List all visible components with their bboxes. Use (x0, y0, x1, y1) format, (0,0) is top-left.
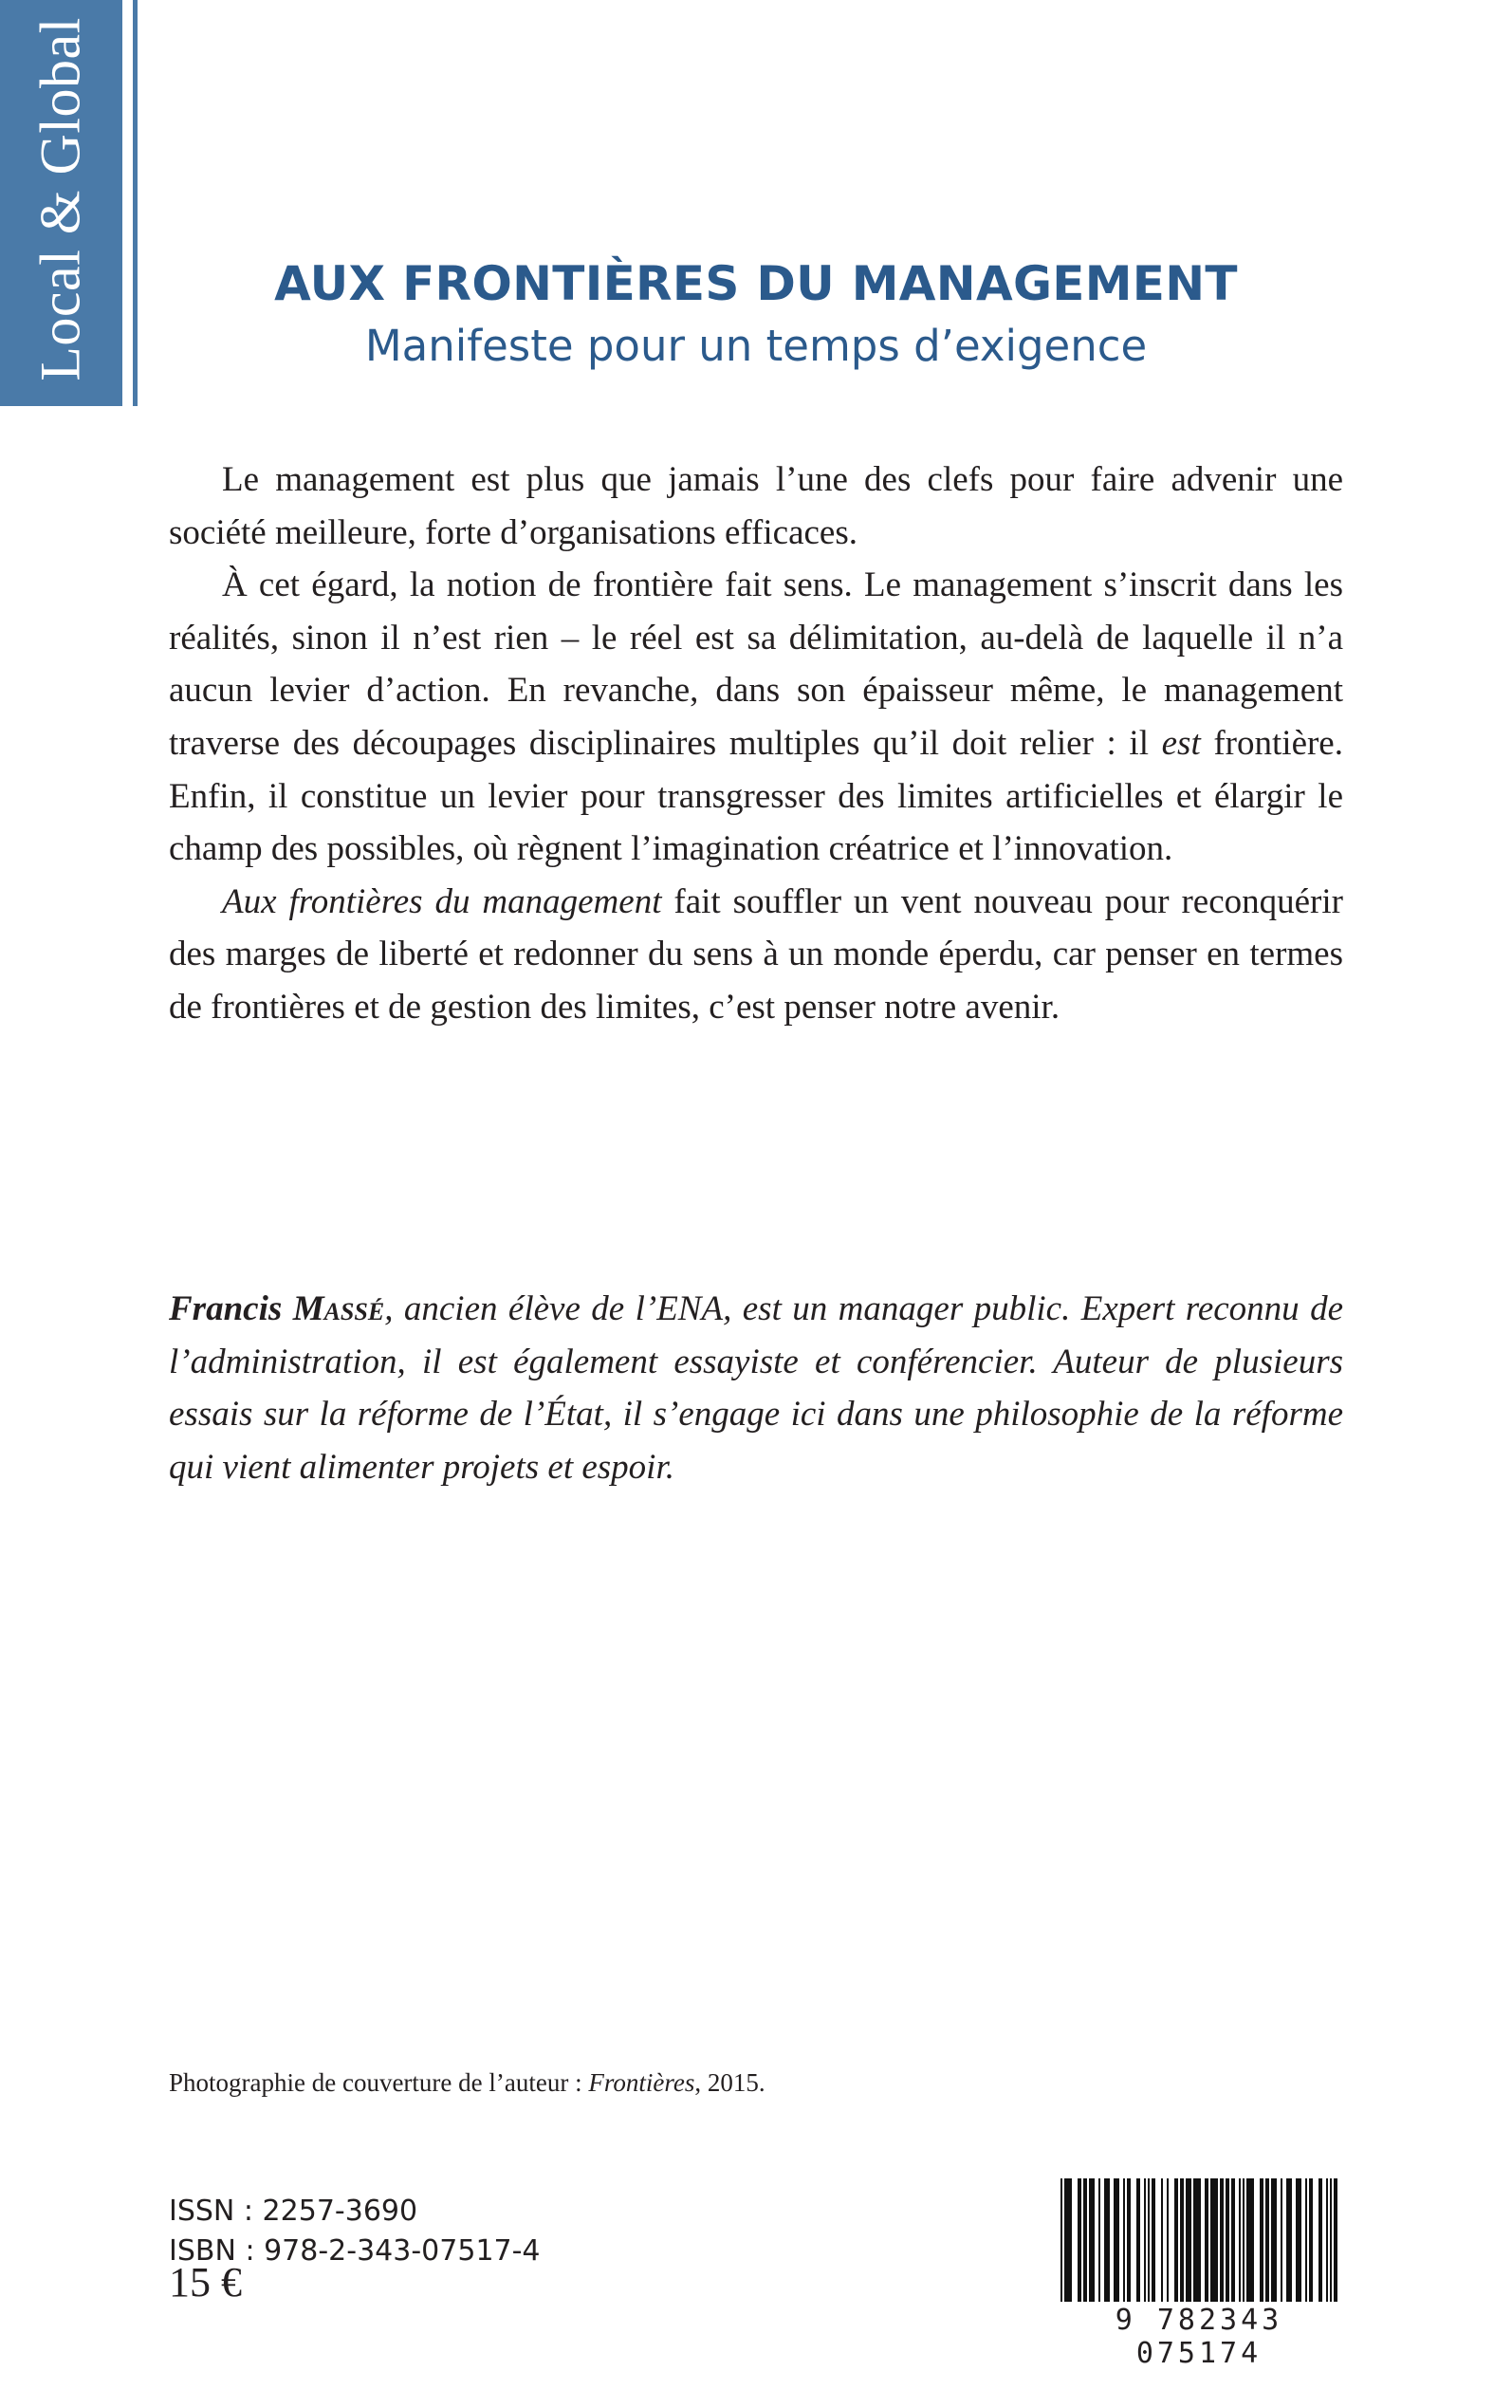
blurb-paragraph-2-text-b: frontière. Enfin, il constitue un levier pour transgresser des limites artificielles et élargir le champ des possibles, où règnent l’imagination créatrice et l’innovation. (169, 723, 1343, 869)
issn: ISSN : 2257-3690 (169, 2195, 418, 2228)
price: 15 € (169, 2259, 242, 2306)
photo-credit-suffix: , 2015. (694, 2068, 765, 2097)
author-bio (169, 1283, 1343, 1493)
book-title: AUX FRONTIÈRES DU MANAGEMENT (274, 256, 1238, 311)
photo-credit-prefix: Photographie de couverture de l’auteur : (169, 2068, 589, 2097)
series-title: Local & Global (28, 17, 92, 381)
book-subtitle: Manifeste pour un temps d’exigence (364, 321, 1148, 371)
blurb-paragraph-3 (169, 876, 1343, 1034)
photo-credit (169, 2068, 765, 2098)
blurb-paragraph-3-text: fait souffler un vent nouveau pour reconquérir des marges de liberté et redonner du sens à un monde éperdu, car penser en termes de frontières et de gestion des limites, c’est penser notre avenir. (169, 881, 1343, 1027)
author-bio-paragraph (169, 1283, 1343, 1493)
author-last-name: Massé (292, 1289, 385, 1328)
blurb (169, 454, 1343, 1034)
blurb-paragraph-2-text-a: À cet égard, la notion de frontière fait sens. Le management s’inscrit dans les réalités, sinon il n’est rien – le réel est sa délimitation, au-delà de laquelle il n’a aucun levier d’action. En revanche, dans son épaisseur même, le management traverse des découpages disciplinaires multiples qu’il doit relier : il (169, 565, 1343, 763)
blurb-paragraph-2 (169, 559, 1343, 876)
author-first-name: Francis (169, 1289, 283, 1328)
author-bio-text: , ancien élève de l’ENA, est un manager public. Expert reconnu de l’administration, il est également essayiste et conférencier. Auteur de plusieurs essais sur la réforme de l’État, il s’engage ici dans une philosophie de la réforme qui vient alimenter projets et espoir. (169, 1289, 1344, 1487)
barcode-digits: 9 782343 075174 (1055, 2304, 1343, 2370)
blurb-paragraph-1: Le management est plus que jamais l’une des clefs pour faire advenir une société meilleure, forte d’organisations efficaces. (169, 460, 1343, 552)
photo-credit-work: Frontières (588, 2068, 695, 2097)
blurb-paragraph-2-emphasis: est (1161, 723, 1201, 763)
blurb-paragraph-3-title: Aux frontières du management (222, 881, 662, 921)
isbn: ISBN : 978-2-343-07517-4 (169, 2234, 541, 2268)
